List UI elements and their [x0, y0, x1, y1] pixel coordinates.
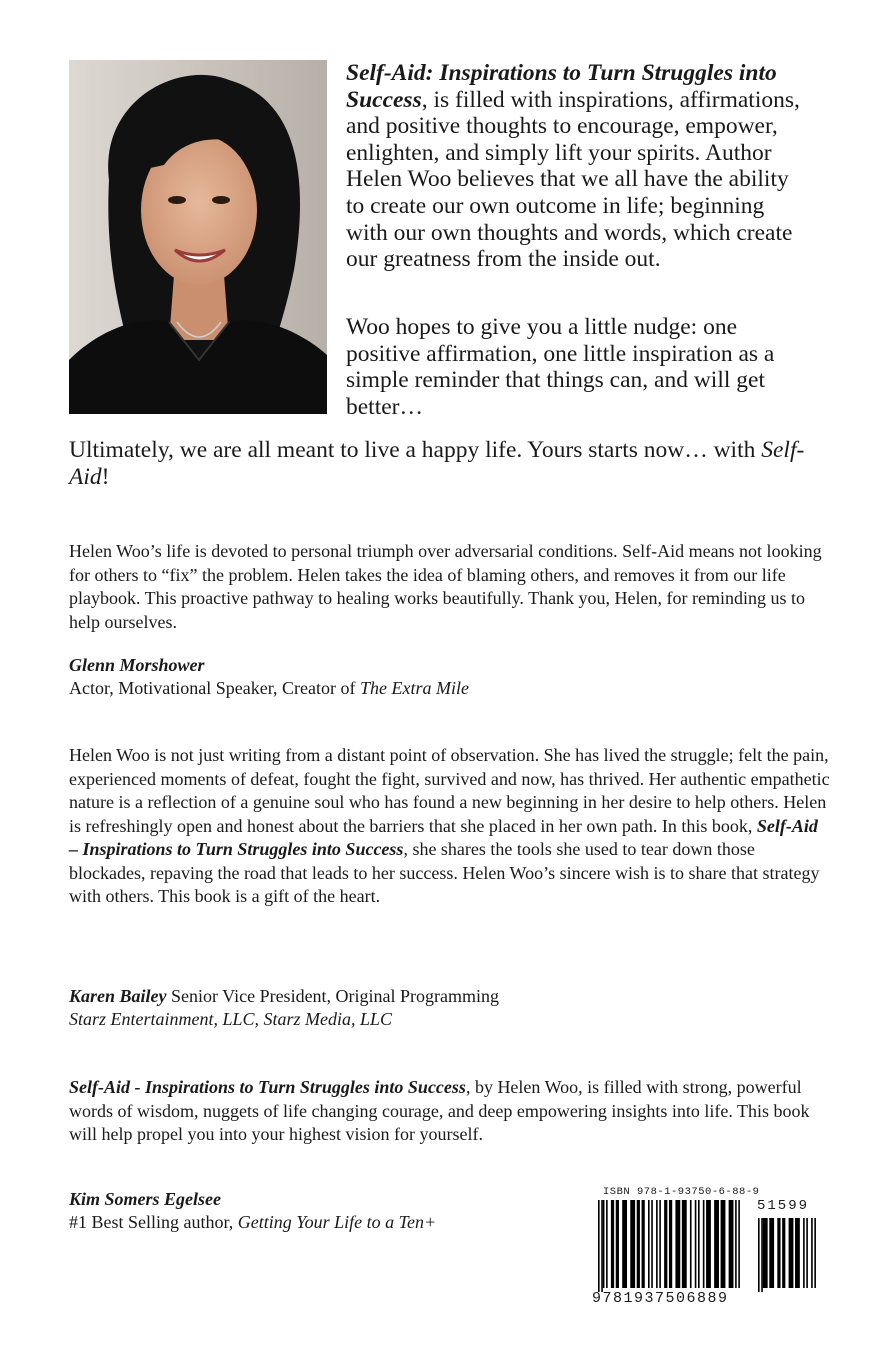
endorsement-1-role-text: Actor, Motivational Speaker, Creator of — [69, 678, 360, 698]
endorsement-2-role: Senior Vice President, Original Programming — [166, 986, 500, 1006]
barcode-bar — [648, 1200, 650, 1288]
barcode-bar — [735, 1200, 737, 1288]
barcode-bars — [596, 1200, 828, 1292]
endorsement-2-name: Karen Bailey — [69, 986, 167, 1006]
endorsement-3-text — [69, 1076, 829, 1147]
barcode-bar — [606, 1200, 608, 1288]
book-title: Self-Aid: Inspirations to Turn Struggles into Success — [346, 60, 777, 113]
barcode-bar — [714, 1200, 719, 1288]
barcode-bar — [642, 1200, 645, 1288]
barcode-bar — [795, 1218, 800, 1288]
price-code: 51599 — [757, 1198, 810, 1214]
barcode-bar — [789, 1218, 794, 1288]
barcode-bar — [814, 1218, 816, 1288]
barcode-bar — [782, 1218, 785, 1288]
barcode-bar — [695, 1200, 697, 1288]
barcode-bar — [630, 1200, 635, 1288]
barcode-bar — [690, 1200, 692, 1288]
barcode-bar — [698, 1200, 700, 1288]
barcode-bar — [769, 1218, 774, 1288]
intro-paragraph-3-end: ! — [101, 463, 110, 490]
endorsement-1-body: Helen Woo’s life is devoted to personal triumph over adversarial conditions. Self-Aid means not looking for others to “fix” the problem. Helen takes the idea of blaming others, and removes it from our life playbook. This proactive pathway to healing works beautifully. Thank you, Helen, for reminding us to help ourselves. — [69, 541, 822, 632]
intro-paragraph-1 — [346, 60, 806, 273]
endorsement-3-role — [69, 1211, 579, 1234]
endorsement-3-body: , by Helen Woo, is filled with strong, powerful words of wisdom, nuggets of life changing courage, and deep empowering insights into life. This book will help propel you into your highest vision for yourself. — [69, 1077, 810, 1144]
barcode-bar — [738, 1200, 740, 1288]
endorsement-1-role — [69, 677, 829, 700]
barcode-bar — [601, 1200, 603, 1292]
ean-bars — [598, 1200, 740, 1292]
endorsement-2-line-1 — [69, 985, 829, 1008]
barcode-bar — [656, 1200, 658, 1288]
barcode-bar — [659, 1200, 661, 1288]
barcode-bar — [682, 1200, 687, 1288]
endorsement-1-attribution — [69, 654, 829, 700]
endorsement-3-attribution — [69, 1188, 579, 1234]
barcode-bar — [806, 1218, 808, 1288]
barcode-bar — [611, 1200, 614, 1288]
endorsement-2-attribution — [69, 985, 829, 1031]
barcode-bar — [811, 1218, 813, 1288]
endorsement-3-book-title: Self-Aid - Inspirations to Turn Struggles into Success — [69, 1077, 466, 1097]
barcode-bar — [803, 1218, 805, 1288]
endorsement-3-name: Kim Somers Egelsee — [69, 1189, 221, 1209]
intro-paragraph-1-text: , is filled with inspirations, affirmations, and positive thoughts to encourage, empower, enlighten, and simply lift your spirits. Author Helen Woo believes that we all have the ability to create our own outcome in life; beginning with our own thoughts and words, which create our greatness from the inside out. — [346, 86, 800, 273]
barcode-bar — [706, 1200, 711, 1288]
endorsement-1-text — [69, 540, 829, 634]
isbn-label: ISBN 978-1-93750-6-88-9 — [603, 1186, 760, 1198]
barcode-bar — [763, 1218, 768, 1288]
endorsement-2-company: Starz Entertainment, LLC, Starz Media, LLC — [69, 1009, 393, 1029]
barcode-bar — [721, 1200, 726, 1288]
intro-paragraph-2 — [346, 314, 816, 420]
barcode-bar — [703, 1200, 705, 1288]
addon-bars — [758, 1218, 816, 1292]
endorsement-2-body-a: Helen Woo is not just writing from a distant point of observation. She has lived the struggle; felt the pain, experienced moments of defeat, fought the fight, survived and now, has thrived. Her authentic empathetic nature is a reflection of a genuine soul who has found a new beginning in her desire to help others. Helen is refreshingly open and honest about the barriers that she placed in her own path. In this book, — [69, 745, 830, 836]
barcode-bar — [664, 1200, 667, 1288]
barcode-bar — [777, 1218, 780, 1288]
barcode-bar — [637, 1200, 640, 1288]
barcode-bar — [729, 1200, 734, 1288]
intro-paragraph-3 — [69, 437, 809, 490]
barcode-bar — [603, 1200, 605, 1288]
barcode-bar — [616, 1200, 619, 1288]
barcode-bar — [598, 1200, 600, 1292]
endorsement-1-name: Glenn Morshower — [69, 655, 205, 675]
author-photo — [69, 60, 327, 414]
barcode-bar — [669, 1200, 672, 1288]
barcode-bar — [622, 1200, 627, 1288]
ean-number: 9781937506889 — [592, 1290, 729, 1307]
intro-paragraph-2-text: Woo hopes to give you a little nudge: one positive affirmation, one little inspiration as a simple reminder that things can, and will get better… — [346, 314, 775, 420]
intro-paragraph-3-text: Ultimately, we are all meant to live a happy life. Yours starts now… with — [69, 437, 762, 463]
barcode-bar — [651, 1200, 653, 1288]
endorsement-2-book-title: Self-Aid – Inspirations to Turn Struggles into Success — [69, 815, 818, 859]
barcode-bar — [761, 1218, 763, 1292]
endorsement-1-role-italic: The Extra Mile — [359, 678, 469, 698]
barcode-bar — [758, 1218, 760, 1292]
endorsement-2-body-b: , she shares the tools she used to tear down those blockades, repaving the road that leads to her success. Helen Woo’s sincere wish is to share that strategy with others. This book is a gift of the heart. — [69, 839, 820, 906]
intro-paragraph-3-italic: Self-Aid — [69, 437, 805, 490]
endorsement-3-role-text: #1 Best Selling author, — [69, 1212, 238, 1232]
barcode-bar — [675, 1200, 680, 1288]
endorsement-2-text — [69, 744, 831, 909]
endorsement-3-role-italic: Getting Your Life to a Ten+ — [237, 1212, 437, 1232]
